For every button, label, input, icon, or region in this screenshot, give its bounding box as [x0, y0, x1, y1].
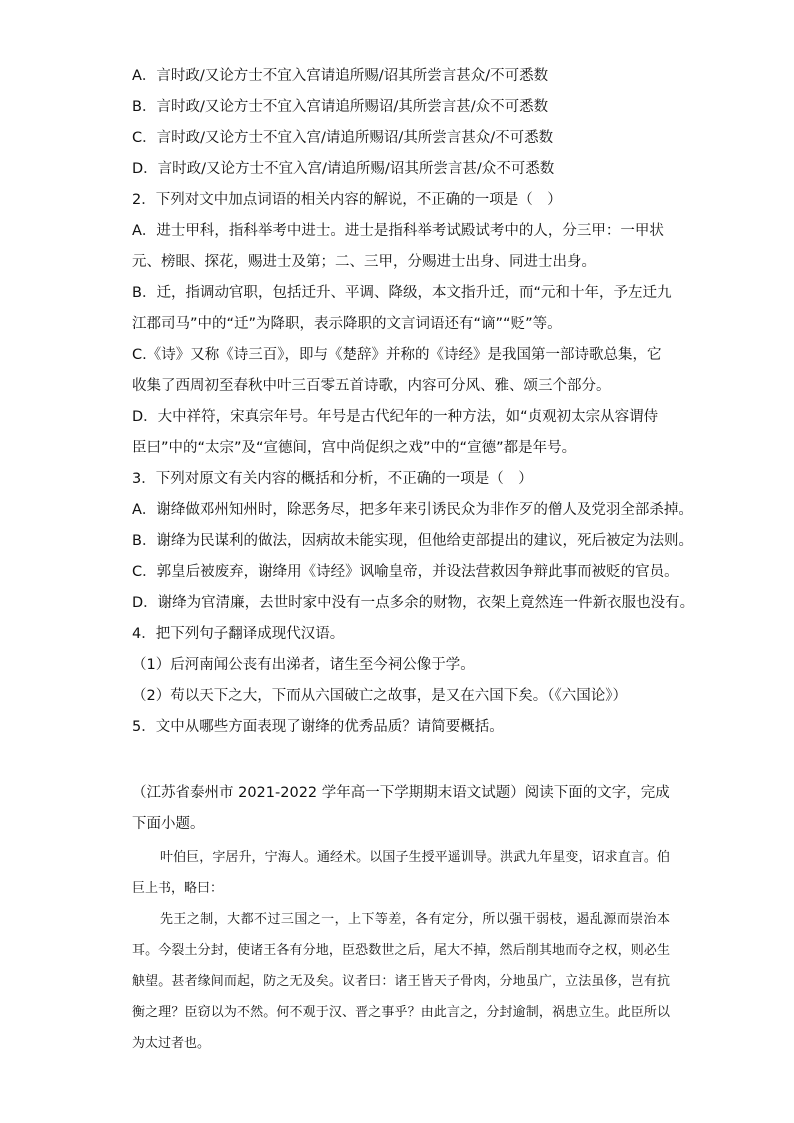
q2-option-a: A．进士甲科，指科举考中进士。进士是指科举考试殿试考中的人，分三甲：一甲状元、榜眼、探花，赐进士及第；二、三甲，分赐进士出身、同进士出身。 — [132, 223, 664, 270]
q3-stem: 3．下列对原文有关内容的概括和分析，不正确的一项是（ ） — [132, 471, 533, 487]
q2-option-c: C.《诗》又称《诗三百》，即与《楚辞》并称的《诗经》是我国第一部诗歌总集，它收集了西周初至春秋中叶三百零五首诗歌，内容可分风、雅、颂三个部分。 — [132, 347, 662, 394]
q4-item-1: （1）后河南闻公丧有出涕者，诸生至今祠公像于学。 — [132, 657, 475, 673]
q2-stem: 2．下列对文中加点词语的相关内容的解说，不正确的一项是（ ） — [132, 192, 562, 208]
q2-option-b: B．迁，指调动官职，包括迁升、平调、降级，本文指升迁，而“元和十年，予左迁九江郡司马”中的“迁”为降职，表示降职的文言词语还有“谪”“贬”等。 — [132, 285, 672, 332]
q3-option-b: B．谢绛为民谋利的做法，因病故未能实现，但他给吏部提出的建议，死后被定为法则。 — [132, 533, 693, 549]
q4-stem: 4．把下列句子翻译成现代汉语。 — [132, 626, 345, 642]
passage-paragraph-1: 叶伯巨，字居升，宁海人。通经术。以国子生授平遥训导。洪武九年星变，诏求直言。伯巨上书，略曰： — [132, 850, 670, 896]
q1-option-d: D．言时政/又论方士不宜入宫/请追所赐/诏其所尝言甚/众不可悉数 — [132, 161, 555, 177]
q5-stem: 5．文中从哪些方面表现了谢绛的优秀品质？请简要概括。 — [132, 719, 504, 735]
q2-option-d: D．大中祥符，宋真宗年号。年号是古代纪年的一种方法，如“贞观初太宗从容谓侍臣曰”中的“太宗”及“宣德间，宫中尚促织之戏”中的“宣德”都是年号。 — [132, 409, 659, 456]
q3-option-a: A．谢绛做邓州知州时，除恶务尽，把多年来引诱民众为非作歹的僧人及党羽全部杀掉。 — [132, 502, 693, 518]
q1-option-a: A．言时政/又论方士不宜入宫请追所赐/诏其所尝言甚众/不可悉数 — [132, 68, 549, 84]
q3-option-c: C．郭皇后被废弃，谢绛用《诗经》讽喻皇帝，并设法营救因争辩此事而被贬的官员。 — [132, 564, 679, 580]
passage-paragraph-2: 先王之制，大都不过三国之一，上下等差，各有定分，所以强干弱枝，遏乱源而崇治本耳。今裂土分封，使诸王各有分地，臣恐数世之后，尾大不掉，然后削其地而夺之权，则必生觖望。甚者缘间而起，防之无及矣。议者曰：诸王皆天子骨肉，分地虽广，立法虽侈，岂有抗衡之理？臣窃以为不然。何不观于汉、晋之事乎？由此言之，分封逾制，祸患立生。此臣所以为太过者也。 — [132, 912, 670, 1051]
q1-option-c: C．言时政/又论方士不宜入宫/请追所赐诏/其所尝言甚众/不可悉数 — [132, 130, 554, 146]
q4-item-2: （2）苟以天下之大，下而从六国破亡之故事，是又在六国下矣。（《六国论》） — [132, 688, 627, 704]
q1-option-b: B．言时政/又论方士不宜入宫请追所赐诏/其所尝言甚/众不可悉数 — [132, 99, 549, 115]
section-intro: （江苏省泰州市 2021-2022 学年高一下学期期末语文试题）阅读下面的文字，完成下面小题。 — [132, 785, 670, 832]
q3-option-d: D．谢绛为官清廉，去世时家中没有一点多余的财物，衣架上竟然连一件新衣服也没有。 — [132, 595, 695, 611]
